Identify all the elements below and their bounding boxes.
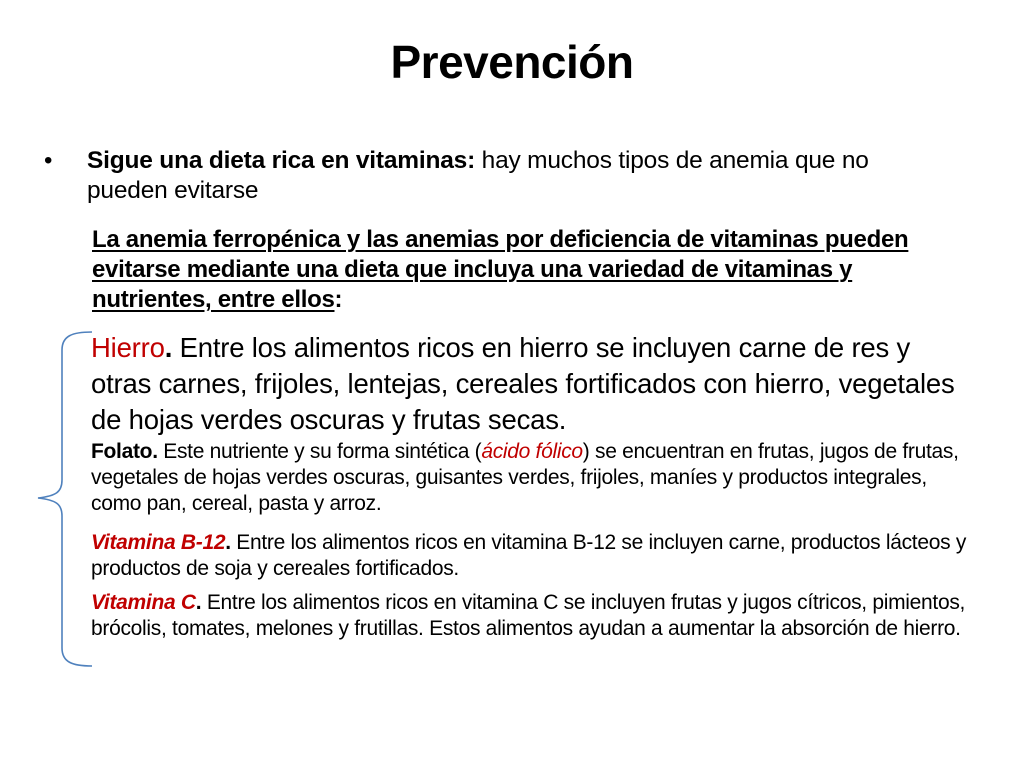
bullet-lead: Sigue una dieta rica en vitaminas: bbox=[87, 147, 476, 174]
vitamina-c-text: Entre los alimentos ricos en vitamina C se incluyen frutas y jugos cítricos, pimientos, brócolis, tomates, melones y frutillas. Estos alimentos ayudan a aumentar la absorción de hierro. bbox=[91, 591, 966, 640]
bullet-text bbox=[87, 146, 947, 206]
folato-highlight: ácido fólico bbox=[481, 440, 583, 463]
hierro-period: . bbox=[164, 332, 173, 363]
sub-paragraph-colon: : bbox=[334, 286, 343, 313]
hierro-text: Entre los alimentos ricos en hierro se incluyen carne de res y otras carnes, frijoles, lentejas, cereales fortificados con hierro, vegetales de hojas verdes oscuras y frutas secas. bbox=[91, 332, 955, 435]
vitamina-b12-text: Entre los alimentos ricos en vitamina B-12 se incluyen carne, productos lácteos y productos de soja y cereales fortificados. bbox=[91, 531, 967, 580]
folato-text-after: ) se encuentran en frutas, jugos de frutas, vegetales de hojas verdes oscuras, guisantes verdes, frijoles, maníes y productos integrales, como pan, cereal, pasta y arroz. bbox=[91, 440, 959, 515]
curly-brace-icon bbox=[34, 330, 94, 670]
sub-paragraph-text: La anemia ferropénica y las anemias por deficiencia de vitaminas pueden evitarse mediante una dieta que incluya una variedad de vitaminas y nutrientes, entre ellos bbox=[92, 226, 909, 313]
item-hierro bbox=[91, 330, 971, 438]
vitamina-c-name: Vitamina C bbox=[91, 591, 196, 614]
page-title: Prevención bbox=[390, 36, 634, 88]
bullet-marker: • bbox=[44, 147, 53, 174]
bullet-body: hay muchos tipos de anemia que no pueden evitarse bbox=[87, 147, 869, 204]
item-folato bbox=[91, 439, 971, 517]
folato-name: Folato. bbox=[91, 440, 158, 463]
folato-text-before: Este nutriente y su forma sintética ( bbox=[157, 440, 482, 463]
item-vitamina-c bbox=[91, 590, 971, 642]
vitamina-c-period: . bbox=[195, 591, 202, 614]
item-vitamina-b12 bbox=[91, 530, 971, 582]
sub-paragraph bbox=[92, 225, 952, 315]
hierro-name: Hierro bbox=[91, 332, 165, 363]
vitamina-b12-period: . bbox=[225, 531, 231, 554]
vitamina-b12-name: Vitamina B-12 bbox=[91, 531, 226, 554]
